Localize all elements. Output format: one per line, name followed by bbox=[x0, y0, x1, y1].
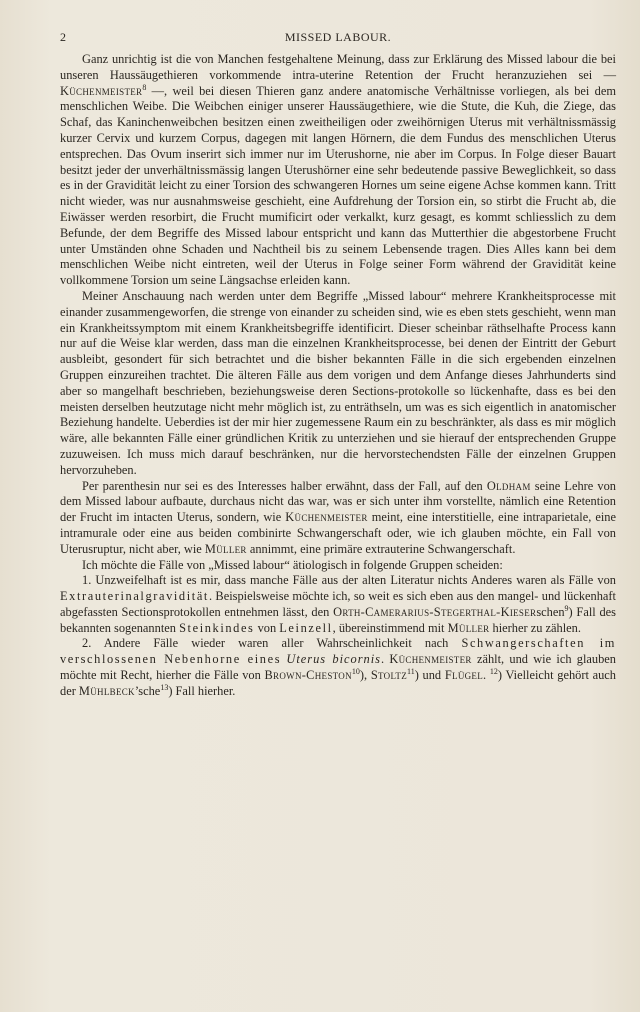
text-run: ’sche bbox=[134, 683, 161, 698]
footnote-ref: 12 bbox=[489, 666, 498, 676]
styled-text: Oldham bbox=[486, 478, 531, 493]
styled-text: Leinzell bbox=[279, 620, 333, 635]
footnote-ref: 9 bbox=[564, 603, 569, 613]
page-number: 2 bbox=[60, 30, 67, 44]
styled-text: Brown-Cheston bbox=[264, 668, 352, 683]
styled-text: Mühlbeck bbox=[78, 683, 135, 698]
styled-text: Orth-Camerarius-Stegerthal-Kieser bbox=[333, 604, 537, 619]
text-run: seine Lehre von dem Missed labour aufbaute, durchaus nicht das war, was er sich unter ihm vorstellte, nämlich eine Retention der Frucht im intacten Uterus, sondern, wie bbox=[60, 478, 616, 525]
text-run: Ich möchte die Fälle von „Missed labour“ ätiologisch in folgende Gruppen scheiden: bbox=[82, 557, 503, 572]
text-run: Per parenthesin nur sei es des Interesses halber erwähnt, dass der Fall, auf den bbox=[82, 478, 487, 493]
text-run: ) Fall hierher. bbox=[168, 683, 236, 698]
styled-text: Steinkindes bbox=[179, 620, 255, 635]
text-run: Meiner Anschauung nach werden unter dem Begriffe „Missed labour“ mehrere Krankheitsprocesse mit einander zusammengeworfen, die strenge von einander zu scheiden sind, wie es eben stets geschieht, wenn man ein Krankheitssymptom mit einem Krankheitsbegriffe identificirt. Dieser scheinbar räthselhafte Process kann nur auf die Weise klar werden, dass man die einzelnen Krankheitsprocesse, bei denen der Eintritt der Geburt ausbleibt, gesondert für sich betrachtet und die bisher bekannten Fälle in die sich ergebenden einzelnen Gruppen einzureihen trachtet. Die älteren Fälle aus dem vorigen und dem Anfange dieses Jahrhunderts sind aber so mangelhaft beschrieben, beziehungsweise deren Sections-protokolle so lückenhafte, dass es bei den meisten derselben heutzutage nicht mehr möglich ist, zu enträthseln, um was es sich eigentlich in anatomischer Beziehung handelte. Ueberdies ist der mir hier zugemessene Raum ein zu beschränkter, als dass es mir möglich wäre, alle bekannten Fälle einer gründlichen Kritik zu unterziehen und sie hierauf der entsprechenden Gruppe zuzuweisen. Ich muss mich darauf beschränken, nur die hervorstechendsten Fälle der einzelnen Gruppen hervorzuheben. bbox=[60, 288, 616, 477]
text-run: 2. Andere Fälle wieder waren aller Wahrscheinlichkeit nach bbox=[82, 636, 462, 651]
paragraph bbox=[60, 52, 616, 289]
running-head bbox=[60, 30, 616, 52]
paragraph bbox=[60, 558, 616, 574]
styled-text: Müller bbox=[204, 541, 247, 556]
styled-text: Küchenmeister bbox=[389, 652, 472, 667]
text-run: ), bbox=[359, 668, 371, 683]
styled-text: Müller bbox=[447, 620, 490, 635]
text-run: zählt, und wie ich glauben möchte mit Recht, hierher die Fälle von bbox=[60, 652, 616, 683]
text-run: von bbox=[254, 620, 280, 635]
text-run: —, weil bei diesen Thieren ganz andere anatomische Verhältnisse vorliegen, als bei dem menschlichen Weibe. Die Weibchen einiger unserer Haussäugethiere, wie die Stute, die Kuh, die Ziege, das Schaf, das Kaninchenweibchen besitzen einen zweitheiligen oder zweihörnigen Uterus mit verhältnissmässig kurzer Cervix und kurzem Corpus, dagegen mit langen Hörnern, die dem Fundus des menschlichen Uterus entsprechen. Das Ovum inserirt sich immer nur im Uterushorne, nie aber im Corpus. In Folge dieser Bauart besitzt jeder der unverhältnissmässig langen Uterushörner eine sehr bedeutende passive Beweglichkeit, so dass es in der Gravidität leicht zu einer Torsion des schwangeren Hornes um seine eigene Achse kommen kann. Tritt nicht wieder, was nur ausnahmsweise geschieht, eine Aufdrehung der Torsion ein, so stirbt die Frucht ab, die Eiwässer werden resorbirt, die Frucht mumificirt oder verkalkt, kurz gesagt, es kommt schliesslich zu dem Befunde, der dem Begriffe des Missed labour entspricht und kann das Mutterthier die abgestorbene Frucht unter Umständen ohne Schaden und Nachtheil bis zu seinem Lebensende tragen. Dies Alles kann bei dem menschlichen Weibe nicht eintreten, weil der Uterus in Folge seiner Form während der Gravidität keine vollkommene Torsion um seine Längsachse erleiden kann. bbox=[60, 83, 616, 288]
footnote-ref: 10 bbox=[351, 666, 360, 676]
footnote-ref: 8 bbox=[142, 82, 147, 92]
text-run: ) Fall des bekannten sogenannten bbox=[60, 604, 616, 635]
text-run: 1. Unzweifelhaft ist es mir, dass manche Fälle aus der alten Literatur nichts Anderes waren als Fälle von bbox=[82, 573, 616, 588]
text-run: ) und bbox=[414, 668, 445, 683]
styled-text: Uterus bicornis bbox=[286, 652, 381, 667]
running-title: MISSED LABOUR. bbox=[284, 30, 392, 44]
styled-text: Stoltz bbox=[370, 668, 408, 683]
body-text bbox=[60, 52, 616, 700]
text-run: Ganz unrichtig ist die von Manchen festgehaltene Meinung, dass zur Erklärung des Missed labour die bei unseren Haussäugethieren vorkommende intra-uterine Retention der Frucht heranzuziehen sei — bbox=[60, 52, 616, 82]
text-run: . bbox=[483, 668, 490, 683]
text-run: . Beispielsweise möchte ich, so weit es sich eben aus den mangel- und lückenhaft abgefassten Sectionsprotokollen entnehmen lässt, den bbox=[60, 589, 616, 619]
paragraph bbox=[60, 636, 616, 699]
text-run: , übereinstimmend mit bbox=[332, 620, 448, 635]
footnote-ref: 11 bbox=[407, 666, 415, 676]
text-run: annimmt, eine primäre extrauterine Schwangerschaft. bbox=[246, 541, 516, 556]
text-run: . bbox=[381, 652, 390, 667]
paragraph bbox=[60, 573, 616, 636]
paragraph bbox=[60, 289, 616, 479]
text-run: hierher zu zählen. bbox=[489, 620, 581, 635]
footnote-ref: 13 bbox=[160, 682, 169, 692]
styled-text: Küchenmeister bbox=[60, 83, 143, 98]
styled-text: Küchenmeister bbox=[285, 510, 368, 525]
text-run: schen bbox=[536, 604, 565, 619]
text-run: ) Vielleicht gehört auch der bbox=[60, 668, 617, 698]
paragraph bbox=[60, 479, 616, 558]
styled-text: Schwangerschaften im verschlossenen Nebenhorne eines bbox=[60, 636, 617, 667]
styled-text: Extrauterinalgravidität bbox=[60, 589, 209, 604]
styled-text: Flügel bbox=[444, 668, 484, 683]
text-run: meint, eine interstitielle, eine intraparietale, eine intramurale oder eine aus beiden combinirte Schwangerschaft oder, wie ich glauben möchte, ein Fall von Uterusruptur, nicht aber, wie bbox=[60, 510, 616, 556]
